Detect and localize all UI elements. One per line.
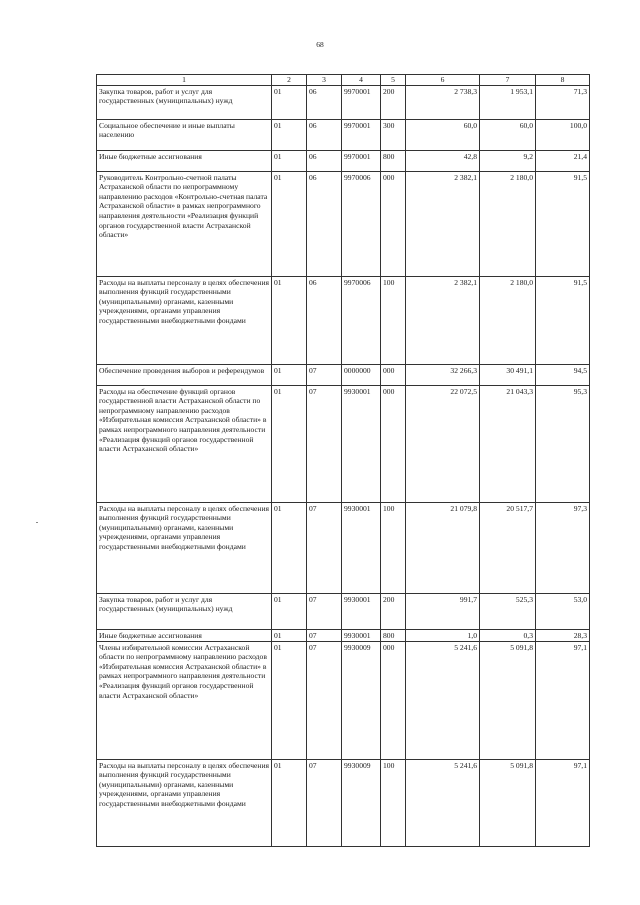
subsection-code-cell: 07 <box>307 593 342 629</box>
row-name-cell: Члены избирательной комиссии Астраханской области по непрограммному направлению расходов «Избирательная комиссия Астраханской области» в рамках непрограммного направления деятельности «Реализация функций органов государственной власти Астраханской области» <box>97 641 272 759</box>
budget-table <box>96 74 590 847</box>
table-row <box>97 119 590 150</box>
table-row <box>97 276 590 364</box>
target-article-cell: 0000000 <box>342 364 381 385</box>
expense-type-cell: 000 <box>381 641 406 759</box>
table-row <box>97 593 590 629</box>
target-article-cell: 9970001 <box>342 119 381 150</box>
executed-amount-cell: 1 953,1 <box>480 85 536 119</box>
page-number: 68 <box>316 40 324 49</box>
expense-type-cell: 000 <box>381 364 406 385</box>
header-cell: 2 <box>272 75 307 86</box>
row-name-cell: Закупка товаров, работ и услуг для государственных (муниципальных) нужд <box>97 85 272 119</box>
section-code-cell: 01 <box>272 85 307 119</box>
header-cell: 3 <box>307 75 342 86</box>
percent-cell: 95,3 <box>536 385 590 502</box>
target-article-cell: 9970006 <box>342 276 381 364</box>
row-name-cell: Руководитель Контрольно-счетной палаты Астраханской области по непрограммному направлению расходов «Контрольно-счетная палата Астраханской области» в рамках непрограммного направления деятельности «Реализация функций органов государственной власти Астраханской области» <box>97 171 272 276</box>
amount-cell: 2 382,1 <box>406 276 480 364</box>
percent-cell: 97,3 <box>536 502 590 593</box>
amount-cell: 991,7 <box>406 593 480 629</box>
table-row <box>97 85 590 119</box>
expense-type-cell: 100 <box>381 759 406 846</box>
target-article-cell: 9970001 <box>342 85 381 119</box>
percent-cell: 28,3 <box>536 629 590 641</box>
row-name-cell: Расходы на выплаты персоналу в целях обеспечения выполнения функций государственными (муниципальными) органами, казенными учреждениями, органами управления государственными внебюджетными фондами <box>97 502 272 593</box>
subsection-code-cell: 07 <box>307 385 342 502</box>
target-article-cell: 9930001 <box>342 629 381 641</box>
section-code-cell: 01 <box>272 629 307 641</box>
executed-amount-cell: 20 517,7 <box>480 502 536 593</box>
table-row <box>97 641 590 759</box>
table-row <box>97 171 590 276</box>
section-code-cell: 01 <box>272 593 307 629</box>
expense-type-cell: 800 <box>381 150 406 171</box>
executed-amount-cell: 2 180,0 <box>480 276 536 364</box>
table-row <box>97 150 590 171</box>
expense-type-cell: 300 <box>381 119 406 150</box>
executed-amount-cell: 30 491,1 <box>480 364 536 385</box>
row-name-cell: Расходы на выплаты персоналу в целях обеспечения выполнения функций государственными (муниципальными) органами, казенными учреждениями, органами управления государственными внебюджетными фондами <box>97 759 272 846</box>
subsection-code-cell: 07 <box>307 641 342 759</box>
section-code-cell: 01 <box>272 641 307 759</box>
subsection-code-cell: 07 <box>307 629 342 641</box>
header-cell: 4 <box>342 75 381 86</box>
section-code-cell: 01 <box>272 385 307 502</box>
row-name-cell: Расходы на выплаты персоналу в целях обеспечения выполнения функций государственными (муниципальными) органами, казенными учреждениями, органами управления государственными внебюджетными фондами <box>97 276 272 364</box>
target-article-cell: 9930001 <box>342 593 381 629</box>
amount-cell: 5 241,6 <box>406 759 480 846</box>
target-article-cell: 9930001 <box>342 385 381 502</box>
row-name-cell: Обеспечение проведения выборов и референдумов <box>97 364 272 385</box>
header-cell: 8 <box>536 75 590 86</box>
section-code-cell: 01 <box>272 364 307 385</box>
table-row <box>97 502 590 593</box>
expense-type-cell: 100 <box>381 502 406 593</box>
subsection-code-cell: 06 <box>307 150 342 171</box>
executed-amount-cell: 0,3 <box>480 629 536 641</box>
target-article-cell: 9970001 <box>342 150 381 171</box>
table-row <box>97 629 590 641</box>
subsection-code-cell: 07 <box>307 364 342 385</box>
amount-cell: 21 079,8 <box>406 502 480 593</box>
section-code-cell: 01 <box>272 171 307 276</box>
percent-cell: 21,4 <box>536 150 590 171</box>
table-row <box>97 385 590 502</box>
subsection-code-cell: 07 <box>307 759 342 846</box>
target-article-cell: 9930009 <box>342 641 381 759</box>
amount-cell: 1,0 <box>406 629 480 641</box>
target-article-cell: 9930009 <box>342 759 381 846</box>
section-code-cell: 01 <box>272 276 307 364</box>
section-code-cell: 01 <box>272 759 307 846</box>
amount-cell: 42,8 <box>406 150 480 171</box>
header-cell: 7 <box>480 75 536 86</box>
percent-cell: 97,1 <box>536 641 590 759</box>
percent-cell: 53,0 <box>536 593 590 629</box>
percent-cell: 97,1 <box>536 759 590 846</box>
expense-type-cell: 200 <box>381 85 406 119</box>
row-name-cell: Закупка товаров, работ и услуг для государственных (муниципальных) нужд <box>97 593 272 629</box>
executed-amount-cell: 5 091,8 <box>480 759 536 846</box>
target-article-cell: 9930001 <box>342 502 381 593</box>
row-name-cell: Расходы на обеспечение функций органов государственной власти Астраханской области по непрограммному направлению расходов «Избирательная комиссия Астраханской области» в рамках непрограммного направления деятельности «Реализация функций органов государственной власти Астраханской области» <box>97 385 272 502</box>
percent-cell: 91,5 <box>536 276 590 364</box>
section-code-cell: 01 <box>272 119 307 150</box>
header-cell: 5 <box>381 75 406 86</box>
subsection-code-cell: 06 <box>307 119 342 150</box>
table-row <box>97 364 590 385</box>
amount-cell: 5 241,6 <box>406 641 480 759</box>
expense-type-cell: 000 <box>381 385 406 502</box>
executed-amount-cell: 9,2 <box>480 150 536 171</box>
expense-type-cell: 200 <box>381 593 406 629</box>
amount-cell: 2 738,3 <box>406 85 480 119</box>
percent-cell: 71,3 <box>536 85 590 119</box>
scan-speck <box>36 522 38 523</box>
executed-amount-cell: 525,3 <box>480 593 536 629</box>
table-body <box>97 75 590 847</box>
subsection-code-cell: 07 <box>307 502 342 593</box>
expense-type-cell: 100 <box>381 276 406 364</box>
table-row <box>97 759 590 846</box>
header-row <box>97 75 590 86</box>
subsection-code-cell: 06 <box>307 171 342 276</box>
subsection-code-cell: 06 <box>307 85 342 119</box>
section-code-cell: 01 <box>272 150 307 171</box>
amount-cell: 32 266,3 <box>406 364 480 385</box>
executed-amount-cell: 5 091,8 <box>480 641 536 759</box>
subsection-code-cell: 06 <box>307 276 342 364</box>
amount-cell: 2 382,1 <box>406 171 480 276</box>
executed-amount-cell: 60,0 <box>480 119 536 150</box>
row-name-cell: Иные бюджетные ассигнования <box>97 629 272 641</box>
executed-amount-cell: 21 043,3 <box>480 385 536 502</box>
row-name-cell: Социальное обеспечение и иные выплаты населению <box>97 119 272 150</box>
expense-type-cell: 000 <box>381 171 406 276</box>
percent-cell: 100,0 <box>536 119 590 150</box>
expense-type-cell: 800 <box>381 629 406 641</box>
target-article-cell: 9970006 <box>342 171 381 276</box>
header-cell: 6 <box>406 75 480 86</box>
percent-cell: 94,5 <box>536 364 590 385</box>
amount-cell: 22 072,5 <box>406 385 480 502</box>
section-code-cell: 01 <box>272 502 307 593</box>
percent-cell: 91,5 <box>536 171 590 276</box>
executed-amount-cell: 2 180,0 <box>480 171 536 276</box>
amount-cell: 60,0 <box>406 119 480 150</box>
row-name-cell: Иные бюджетные ассигнования <box>97 150 272 171</box>
header-cell: 1 <box>97 75 272 86</box>
